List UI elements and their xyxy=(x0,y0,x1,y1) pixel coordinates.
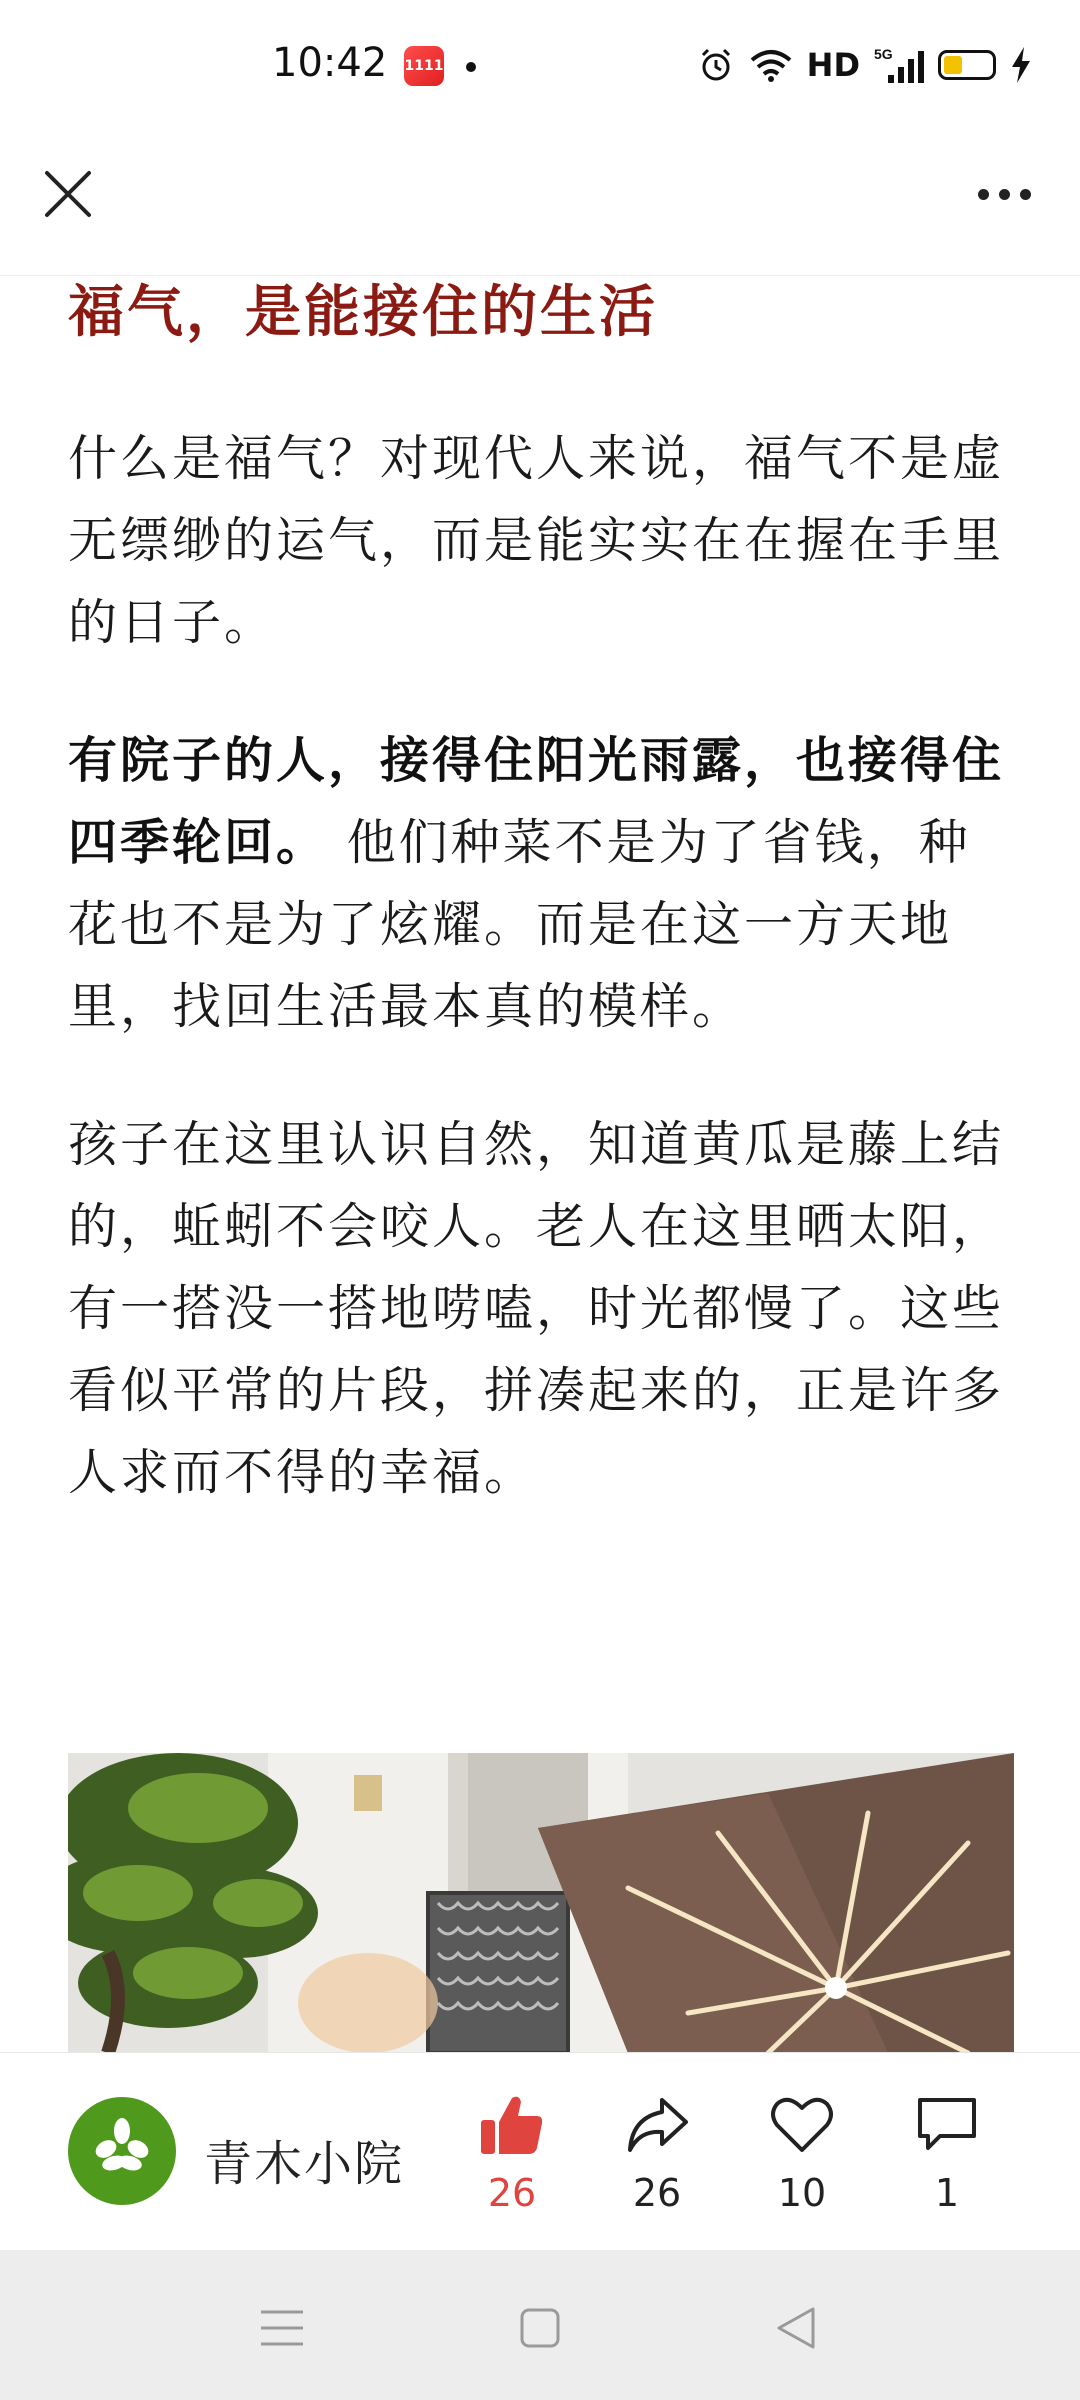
close-button[interactable] xyxy=(36,162,100,226)
like-button[interactable] xyxy=(457,2089,567,2219)
comment-bubble-icon xyxy=(914,2092,980,2158)
app-notification-icon: 1111 xyxy=(404,46,444,86)
paragraph-3: 孩子在这里认识自然，知道黄瓜是藤上结的，蚯蚓不会咬人。老人在这里晒太阳，有一搭没一搭地唠嗑，时光都慢了。这些看似平常的片段，拼凑起来的，正是许多人求而不得的幸福。 xyxy=(68,1116,1005,1501)
notification-dot-icon xyxy=(466,62,476,72)
close-icon xyxy=(43,169,93,219)
bottom-action-bar xyxy=(0,2052,1080,2251)
favorite-button[interactable] xyxy=(747,2089,857,2219)
share-button[interactable] xyxy=(602,2089,712,2219)
author-avatar[interactable] xyxy=(68,2097,176,2205)
like-count: 26 xyxy=(487,2171,537,2215)
home-square-icon xyxy=(519,2307,561,2349)
home-button[interactable] xyxy=(510,2298,570,2358)
battery-icon xyxy=(938,50,996,80)
share-count: 26 xyxy=(632,2171,682,2215)
status-time: 10:42 xyxy=(272,40,388,86)
svg-text:5G: 5G xyxy=(874,46,893,62)
share-arrow-icon xyxy=(624,2092,690,2158)
leaf-logo-icon xyxy=(68,2097,176,2205)
paragraph-1: 什么是福气？对现代人来说，福气不是虚无缥缈的运气，而是能实实在在握在手里的日子。 xyxy=(68,430,1005,651)
article-body xyxy=(68,278,1018,1514)
paragraph-2-bold: 有院子的人，接得住阳光雨露，也接得住四季轮回。 xyxy=(68,732,1005,871)
comment-count: 1 xyxy=(934,2171,960,2215)
alarm-icon xyxy=(697,46,735,84)
more-options-button[interactable] xyxy=(964,162,1044,226)
comment-button[interactable] xyxy=(892,2089,1002,2219)
more-horizontal-icon xyxy=(978,189,989,200)
network-type-label: HD xyxy=(806,46,860,84)
author-name[interactable]: 青木小院 xyxy=(204,2136,405,2192)
top-navigation xyxy=(0,130,1080,276)
system-navigation-bar xyxy=(0,2250,1080,2400)
wifi-icon xyxy=(749,47,793,83)
heart-icon xyxy=(769,2092,835,2158)
back-button[interactable] xyxy=(766,2298,826,2358)
status-bar xyxy=(0,0,1080,130)
favorite-count: 10 xyxy=(777,2171,827,2215)
paragraph-2-text: 他们种菜不是为了省钱，种花也不是为了炫耀。而是在这一方天地里，找回生活最本真的模样。 xyxy=(68,814,971,1035)
cellular-signal-icon xyxy=(874,45,924,85)
article-title: 福气，是能接住的生活 xyxy=(68,280,658,345)
thumbs-up-icon xyxy=(479,2092,545,2158)
paragraph-2 xyxy=(68,720,1018,1048)
status-icons xyxy=(697,40,1032,90)
recent-apps-button[interactable] xyxy=(252,2298,312,2358)
charging-bolt-icon xyxy=(1010,47,1032,83)
article-photo[interactable] xyxy=(68,1753,1014,2053)
menu-icon xyxy=(259,2308,305,2348)
back-triangle-icon xyxy=(775,2305,817,2351)
